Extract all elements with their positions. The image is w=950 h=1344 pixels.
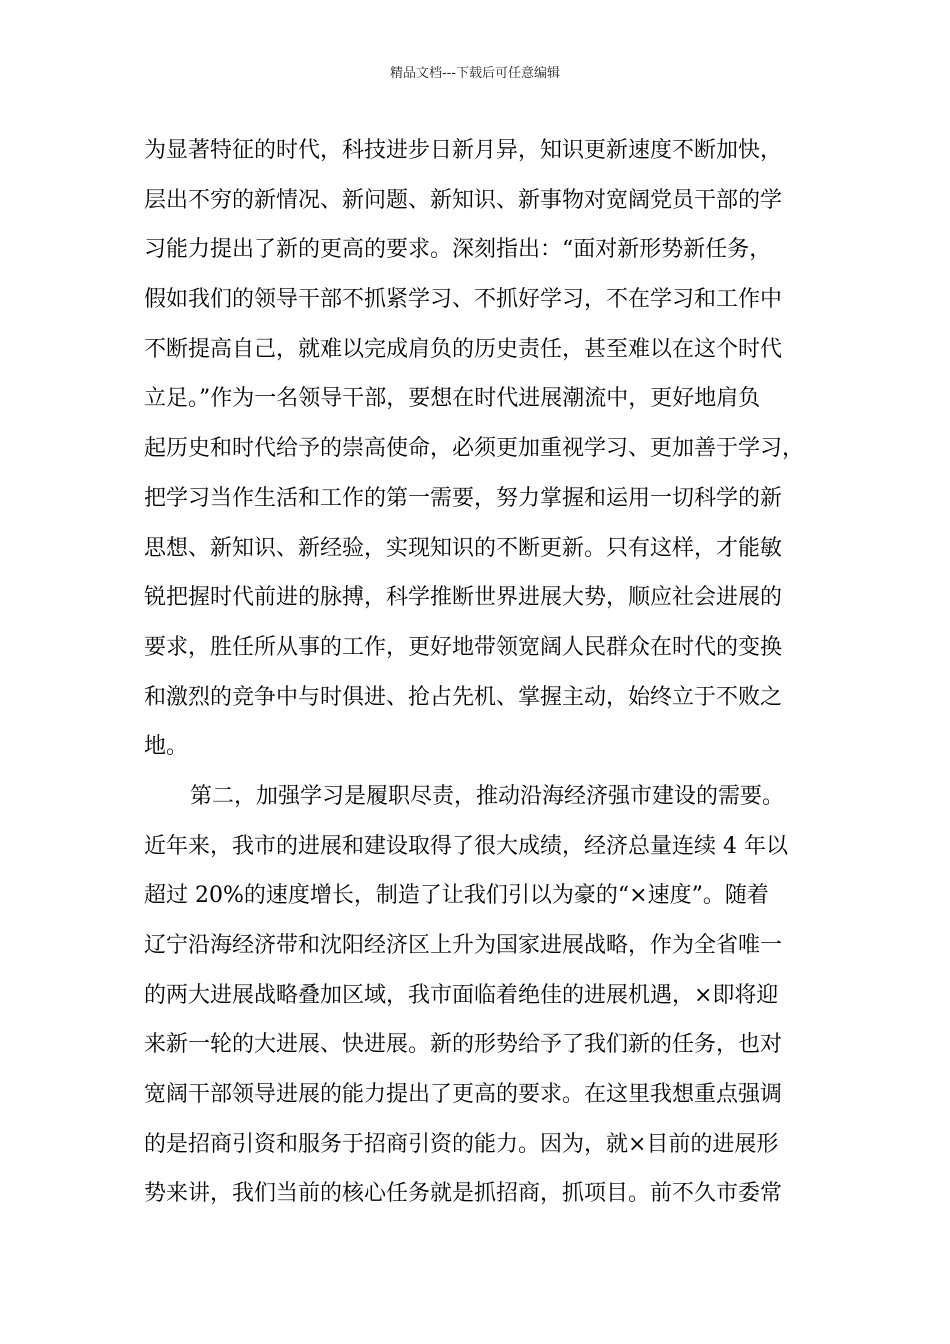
text-line: 立足。”作为一名领导干部，要想在时代进展潮流中，更好地肩负	[144, 386, 761, 412]
text-line: 地。	[144, 734, 189, 760]
text-line: 的是招商引资和服务于招商引资的能力。因为，就×目前的进展形	[144, 1131, 779, 1157]
text-line: 假如我们的领导干部不抓紧学习、不抓好学习，不在学习和工作中	[144, 287, 783, 313]
text-line: 近年来，我市的进展和建设取得了很大成绩，经济总量连续 4 年以	[144, 833, 788, 859]
text-line: 超过 20%的速度增长，制造了让我们引以为豪的“×速度”。随着	[144, 883, 769, 909]
text-line: 的两大进展战略叠加区域，我市面临着绝佳的进展机遇，×即将迎	[144, 982, 779, 1008]
text-line: 势来讲，我们当前的核心任务就是抓招商，抓项目。前不久市委常	[144, 1181, 783, 1207]
text-line: 来新一轮的大进展、快进展。新的形势给予了我们新的任务，也对	[144, 1032, 783, 1058]
text-line: 不断提高自己，就难以完成肩负的历史责任，甚至难以在这个时代	[144, 336, 783, 362]
text-line: 把学习当作生活和工作的第一需要，努力掌握和运用一切科学的新	[144, 485, 783, 511]
text-line: 宽阔干部领导进展的能力提出了更高的要求。在这里我想重点强调	[144, 1082, 783, 1108]
page-header: 精品文档---下载后可任意编辑	[389, 66, 561, 81]
text-line: 为显著特征的时代，科技进步日新月异，知识更新速度不断加快，	[144, 138, 783, 163]
text-line: 习能力提出了新的更高的要求。深刻指出：“面对新形势新任务，	[144, 237, 772, 263]
text-line: 和激烈的竞争中与时俱进、抢占先机、掌握主动，始终立于不败之	[144, 684, 783, 710]
text-line: 要求，胜任所从事的工作，更好地带领宽阔人民群众在时代的变换	[144, 634, 783, 660]
text-line: 层出不穷的新情况、新问题、新知识、新事物对宽阔党员干部的学	[144, 187, 783, 213]
text-line: 起历史和时代给予的崇高使命，必须更加重视学习、更加善于学习，	[144, 436, 805, 462]
text-line: 锐把握时代前进的脉搏，科学推断世界进展大势，顺应社会进展的	[144, 585, 783, 611]
body-text	[144, 126, 812, 1219]
text-line: 第二，加强学习是履职尽责，推动沿海经济强市建设的需要。	[190, 783, 785, 809]
text-line: 辽宁沿海经济带和沈阳经济区上升为国家进展战略，作为全省唯一	[144, 933, 783, 958]
text-line: 思想、新知识、新经验，实现知识的不断更新。只有这样，才能敏	[144, 535, 783, 561]
